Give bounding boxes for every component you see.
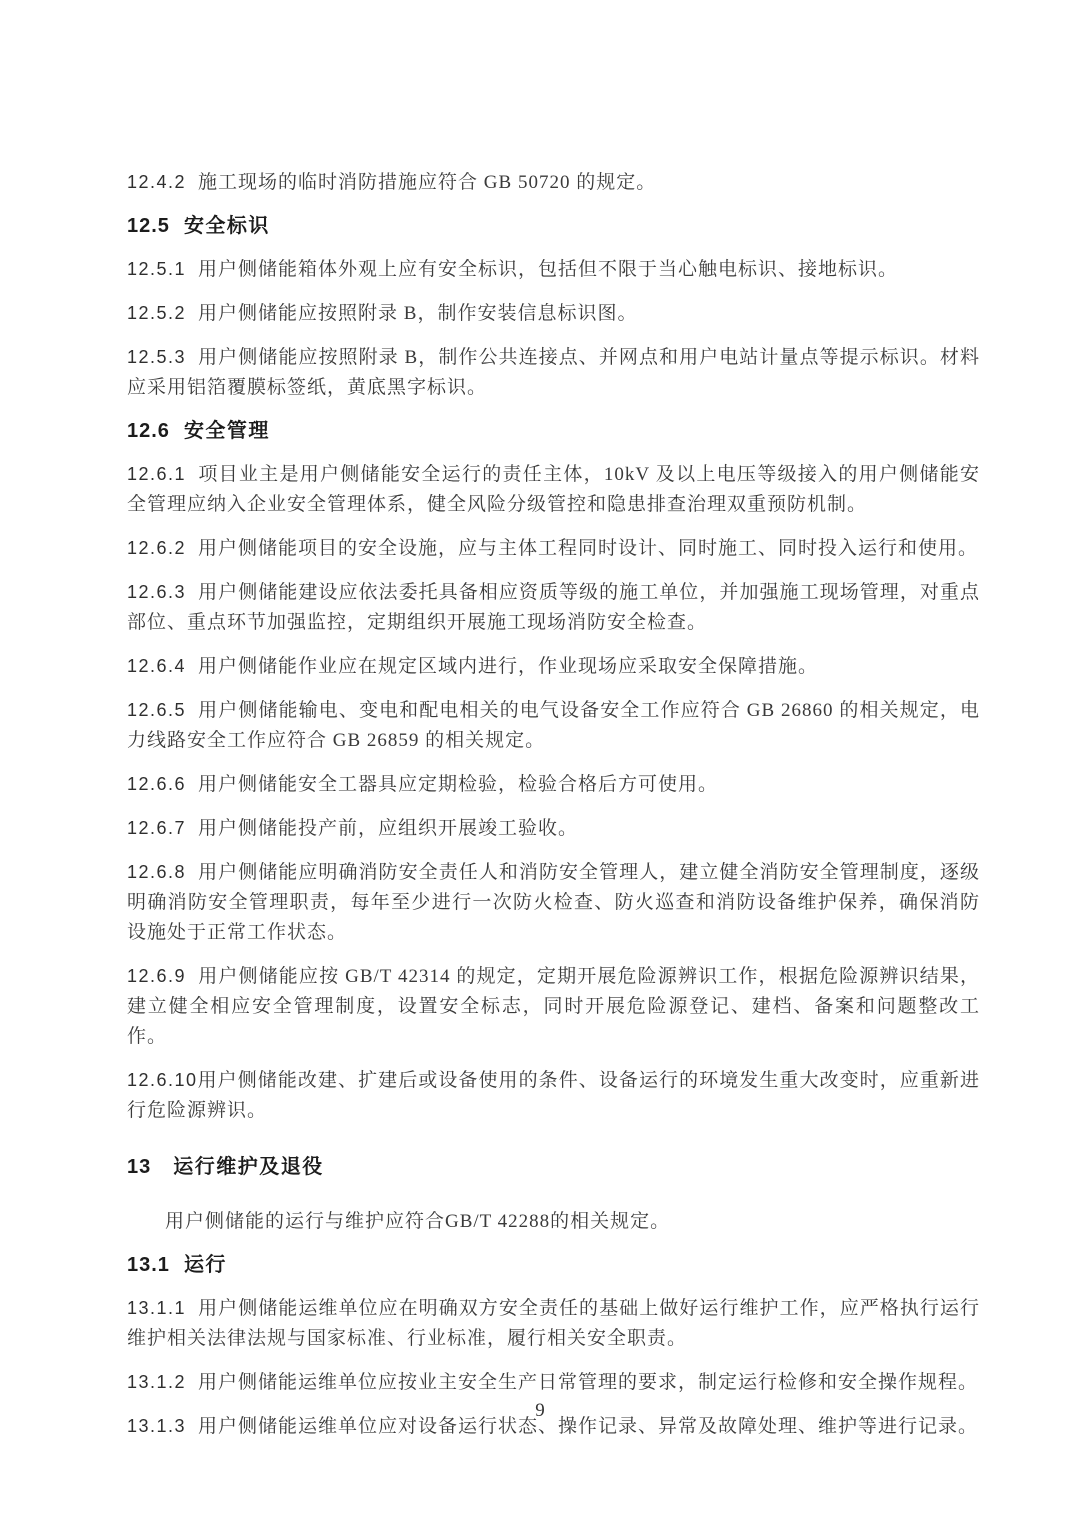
clause-text: 用户侧储能运维单位应在明确双方安全责任的基础上做好运行维护工作，应严格执行运行维护相关法律法规与国家标准、行业标准，履行相关安全职责。 bbox=[127, 1298, 980, 1349]
paragraph-intro-13 bbox=[127, 1207, 980, 1237]
paragraph-text: 用户侧储能的运行与维护应符合GB/T 42288的相关规定。 bbox=[165, 1211, 671, 1232]
clause-12-5-1 bbox=[127, 254, 980, 285]
section-number: 13.1 bbox=[127, 1254, 170, 1276]
clause-number: 12.6.5 bbox=[127, 700, 187, 720]
clause-text: 用户侧储能建设应依法委托具备相应资质等级的施工单位，并加强施工现场管理，对重点部位、重点环节加强监控，定期组织开展施工现场消防安全检查。 bbox=[127, 582, 980, 633]
section-heading-12-6 bbox=[127, 416, 980, 446]
section-heading-13-1 bbox=[127, 1250, 980, 1280]
clause-12-6-1 bbox=[127, 459, 980, 520]
section-heading-12-5 bbox=[127, 211, 980, 241]
clause-13-1-1 bbox=[127, 1293, 980, 1354]
page-number: 9 bbox=[535, 1400, 545, 1421]
clause-number: 12.6.6 bbox=[127, 774, 187, 794]
clause-text: 用户侧储能应明确消防安全责任人和消防安全管理人，建立健全消防安全管理制度，逐级明确消防安全管理职责，每年至少进行一次防火检查、防火巡查和消防设备维护保养，确保消防设施处于正常工作状态。 bbox=[127, 862, 980, 943]
clause-12-6-8 bbox=[127, 857, 980, 948]
clause-12-5-3 bbox=[127, 342, 980, 403]
clause-number: 12.5.1 bbox=[127, 259, 187, 279]
clause-text: 用户侧储能应按照附录 B，制作公共连接点、并网点和用户电站计量点等提示标识。材料应采用铝箔覆膜标签纸，黄底黑字标识。 bbox=[127, 347, 980, 398]
clause-12-4-2 bbox=[127, 167, 980, 198]
section-title: 安全标识 bbox=[183, 215, 270, 237]
chapter-number: 13 bbox=[127, 1156, 152, 1178]
section-number: 12.6 bbox=[127, 420, 170, 442]
clause-number: 12.5.2 bbox=[127, 303, 187, 323]
clause-number: 12.6.8 bbox=[127, 862, 187, 882]
clause-text: 用户侧储能投产前，应组织开展竣工验收。 bbox=[198, 818, 579, 839]
clause-number: 12.6.2 bbox=[127, 538, 187, 558]
clause-text: 用户侧储能项目的安全设施，应与主体工程同时设计、同时施工、同时投入运行和使用。 bbox=[198, 538, 979, 559]
clause-12-6-3 bbox=[127, 577, 980, 638]
clause-12-5-2 bbox=[127, 298, 980, 329]
clause-text: 施工现场的临时消防措施应符合 GB 50720 的规定。 bbox=[198, 172, 657, 193]
clause-number: 12.6.4 bbox=[127, 656, 187, 676]
clause-13-1-2 bbox=[127, 1367, 980, 1398]
clause-text: 用户侧储能应按 GB/T 42314 的规定，定期开展危险源辨识工作，根据危险源辨识结果，建立健全相应安全管理制度，设置安全标志，同时开展危险源登记、建档、备案和问题整改工作。 bbox=[127, 966, 980, 1047]
clause-number: 12.6.3 bbox=[127, 582, 187, 602]
clause-text: 用户侧储能改建、扩建后或设备使用的条件、设备运行的环境发生重大改变时，应重新进行危险源辨识。 bbox=[127, 1070, 980, 1121]
clause-text: 用户侧储能运维单位应按业主安全生产日常管理的要求，制定运行检修和安全操作规程。 bbox=[198, 1372, 979, 1393]
clause-text: 项目业主是用户侧储能安全运行的责任主体，10kV 及以上电压等级接入的用户侧储能安全管理应纳入企业安全管理体系，健全风险分级管控和隐患排查治理双重预防机制。 bbox=[127, 464, 980, 515]
clause-12-6-9 bbox=[127, 961, 980, 1052]
clause-12-6-5 bbox=[127, 695, 980, 756]
clause-number: 12.5.3 bbox=[127, 347, 187, 367]
clause-12-6-10 bbox=[127, 1065, 980, 1126]
section-number: 12.5 bbox=[127, 215, 170, 237]
clause-number: 12.4.2 bbox=[127, 172, 187, 192]
clause-text: 用户侧储能箱体外观上应有安全标识，包括但不限于当心触电标识、接地标识。 bbox=[198, 259, 899, 280]
clause-number: 12.6.9 bbox=[127, 966, 187, 986]
clause-number: 13.1.3 bbox=[127, 1416, 187, 1436]
clause-text: 用户侧储能作业应在规定区域内进行，作业现场应采取安全保障措施。 bbox=[198, 656, 819, 677]
section-title: 运行 bbox=[183, 1254, 227, 1276]
clause-number: 13.1.2 bbox=[127, 1372, 187, 1392]
chapter-title: 运行维护及退役 bbox=[173, 1156, 324, 1178]
clause-text: 用户侧储能安全工器具应定期检验，检验合格后方可使用。 bbox=[198, 774, 719, 795]
clause-number: 12.6.1 bbox=[127, 464, 187, 484]
clause-12-6-7 bbox=[127, 813, 980, 844]
clause-text: 用户侧储能输电、变电和配电相关的电气设备安全工作应符合 GB 26860 的相关规定，电力线路安全工作应符合 GB 26859 的相关规定。 bbox=[127, 700, 980, 751]
clause-12-6-6 bbox=[127, 769, 980, 800]
chapter-heading-13 bbox=[127, 1152, 980, 1182]
document-content bbox=[127, 167, 980, 1455]
section-title: 安全管理 bbox=[183, 420, 270, 442]
clause-number: 13.1.1 bbox=[127, 1298, 187, 1318]
clause-12-6-2 bbox=[127, 533, 980, 564]
clause-number: 12.6.10 bbox=[127, 1070, 198, 1090]
clause-text: 用户侧储能应按照附录 B，制作安装信息标识图。 bbox=[198, 303, 638, 324]
clause-12-6-4 bbox=[127, 651, 980, 682]
clause-text: 用户侧储能运维单位应对设备运行状态、操作记录、异常及故障处理、维护等进行记录。 bbox=[198, 1416, 979, 1437]
clause-number: 12.6.7 bbox=[127, 818, 187, 838]
